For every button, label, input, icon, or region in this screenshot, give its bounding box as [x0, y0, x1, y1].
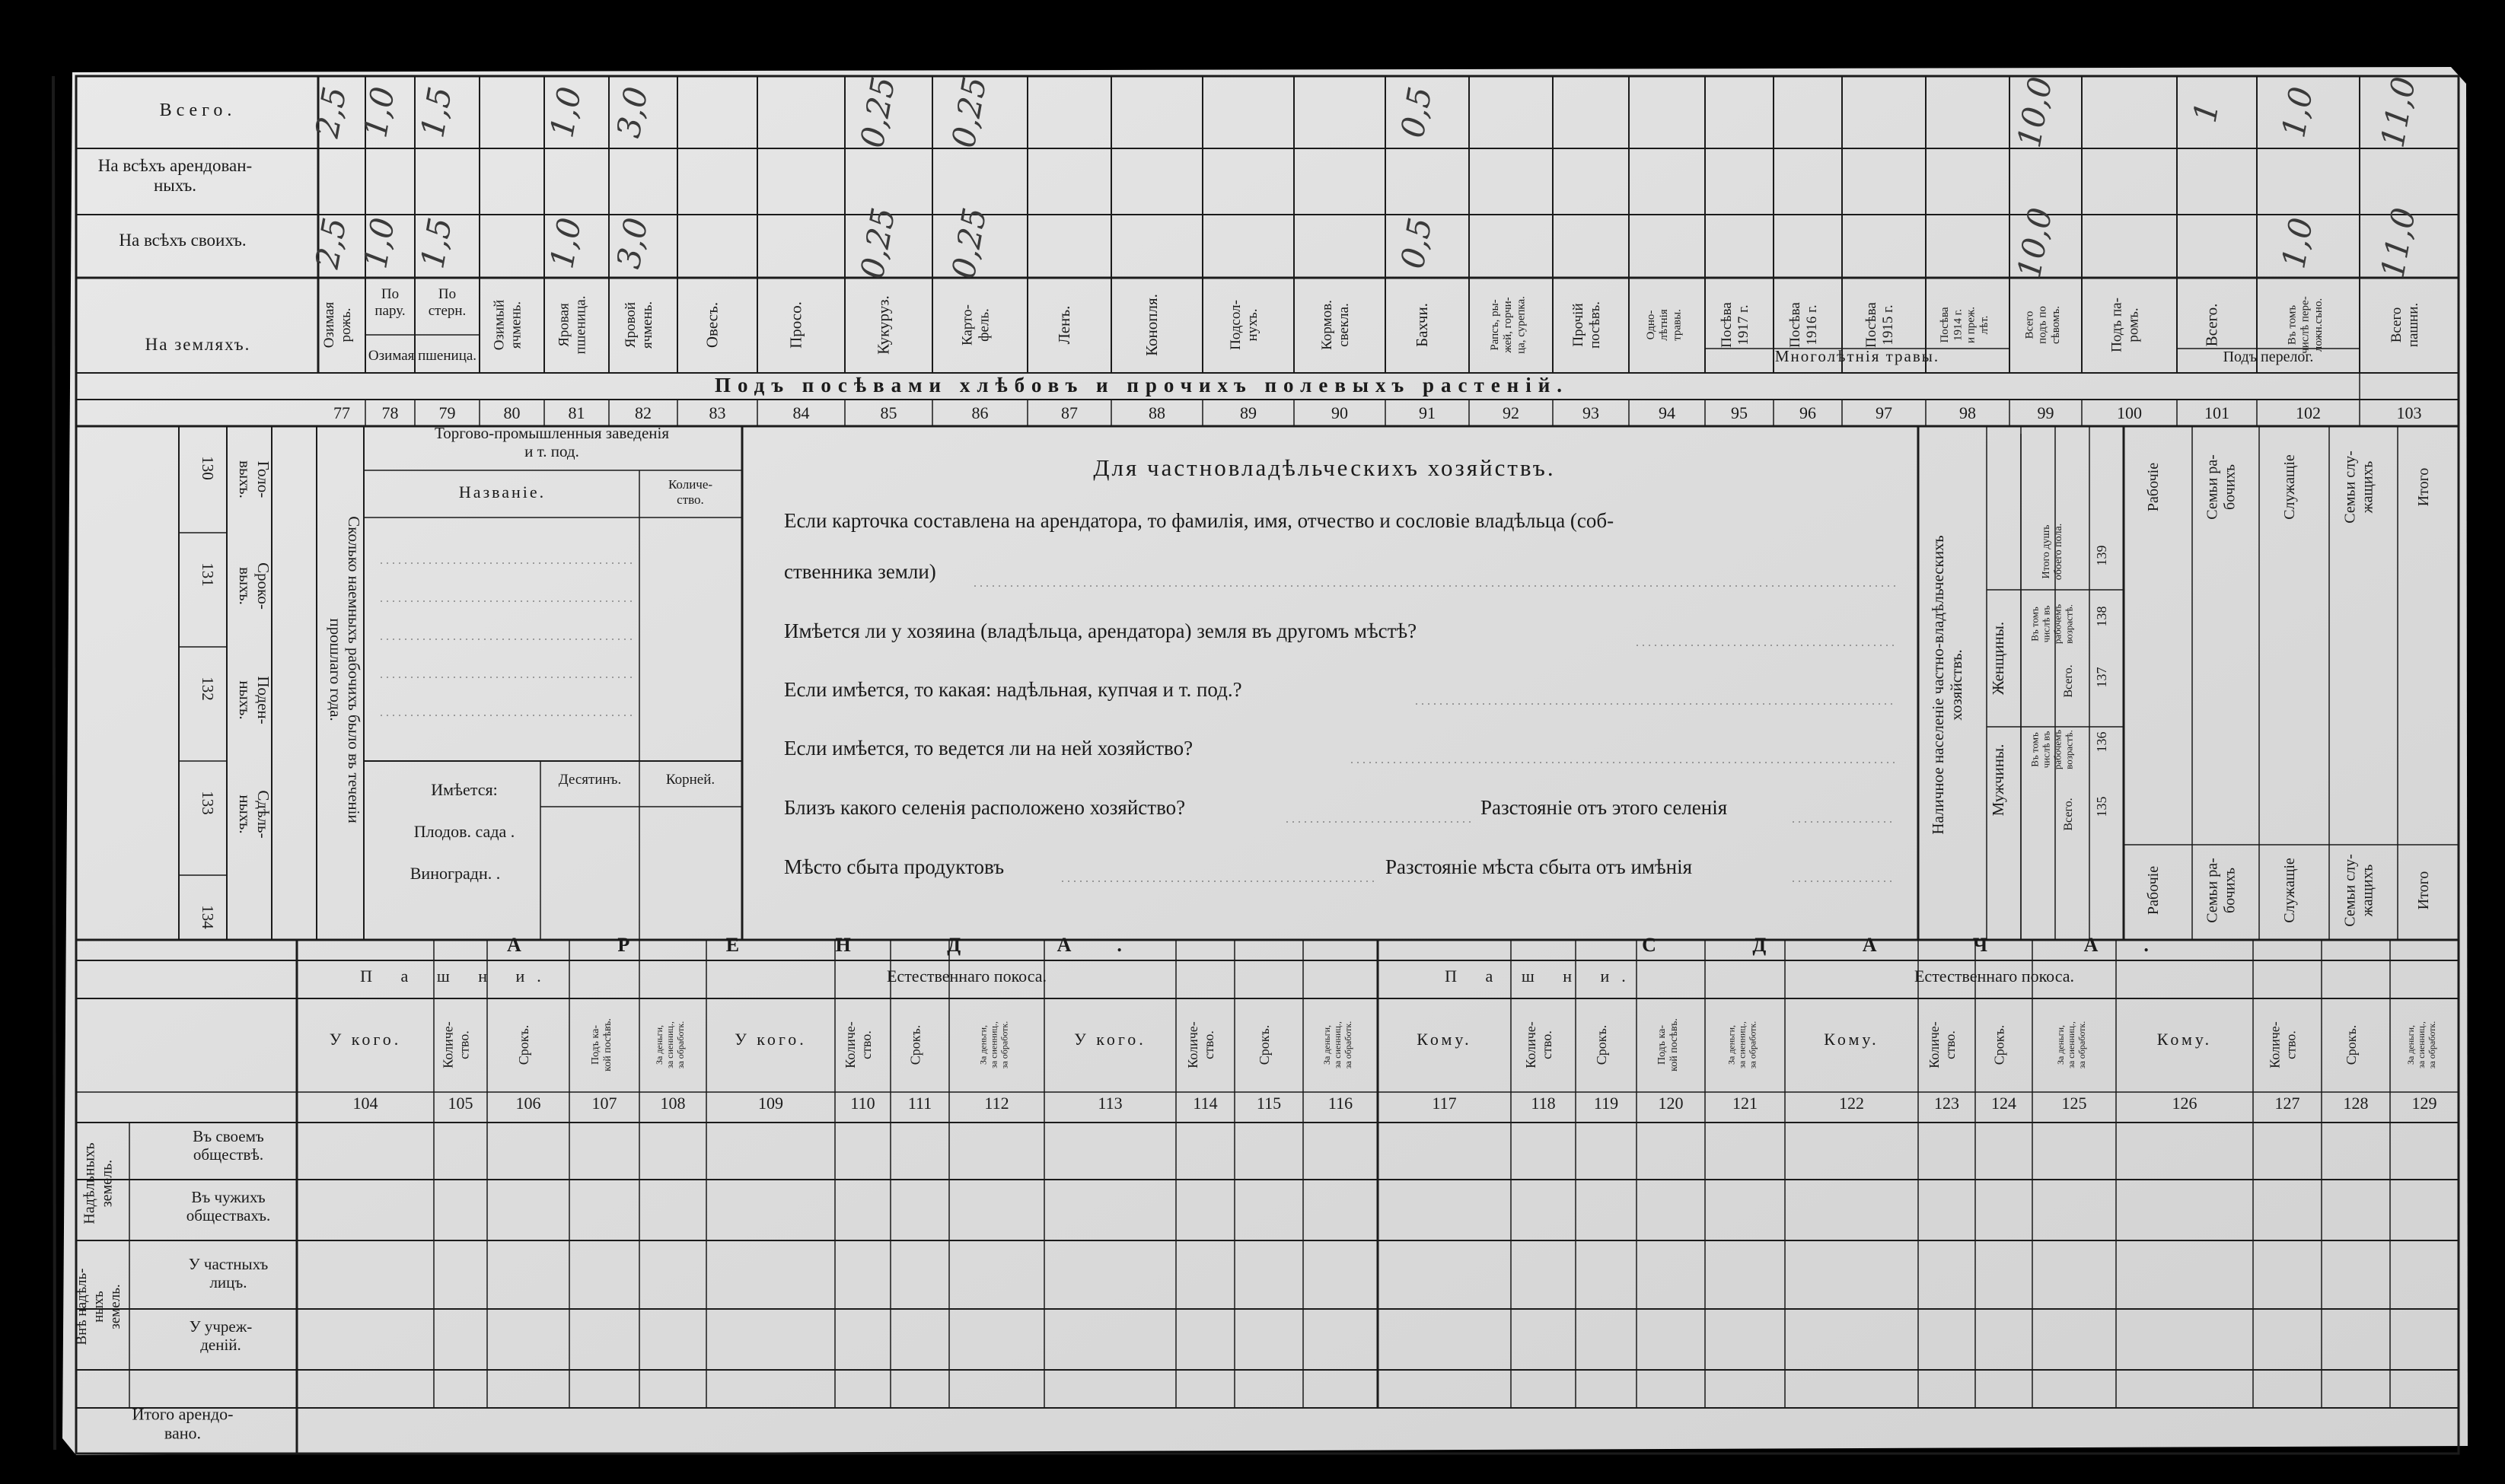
livestock-num-133: 133 [199, 791, 217, 815]
lease-num-107: 107 [591, 1094, 617, 1113]
crop-col-87: Ленъ. [1055, 305, 1073, 345]
lease-head-126: Кому. [2156, 1030, 2213, 1049]
private-q-owner-cont: ственника земли) [784, 560, 936, 583]
workers-top-3: Семьи слу-жащихъ [2341, 451, 2376, 524]
livestock-num-131: 131 [199, 562, 217, 587]
lease-num-108: 108 [660, 1094, 686, 1113]
crop-col-98: Посѣва1914 г.и преж.лѣт. [1939, 306, 1990, 344]
arenda-banner: А Р Е Н Д А. [507, 934, 1168, 956]
crop-colnum-99: 99 [2037, 403, 2054, 422]
handwritten-vsego: 0,25 [944, 74, 994, 151]
row-label-na-zemlyakh: На земляхъ. [145, 335, 251, 354]
crop-col-79: По стерн. [428, 286, 467, 319]
handwritten-vsego: 10,0 [2009, 74, 2060, 151]
lease-head-127: Количе-ство. [2267, 1021, 2299, 1068]
lease-num-119: 119 [1593, 1094, 1619, 1113]
private-q-owner: Если карточка составлена на арендатора, то фамилія, имя, отчество и сословіе владѣльца (соб- [784, 509, 1614, 532]
row-svoem-obshchestve: Въ своемъ обществѣ. [193, 1126, 264, 1164]
lease-head-121: За деньги,за сиенниц.,за обработк. [1726, 1021, 1758, 1069]
crop-col-96: Посѣва1916 г. [1787, 302, 1820, 348]
lease-head-114: Количе-ство. [1185, 1021, 1216, 1068]
crop-col-93: Прочійпосѣвъ. [1570, 301, 1603, 349]
row-label-arend: На всѣхъ арендован-ныхъ. [97, 155, 253, 196]
handwritten-svoi: 2,5 [308, 215, 354, 272]
crop-col-103: Всегопашни. [2389, 302, 2421, 348]
lease-num-111: 111 [907, 1094, 932, 1113]
lease-num-110: 110 [850, 1094, 875, 1113]
crop-colnum-85: 85 [880, 403, 897, 422]
lease-num-117: 117 [1432, 1094, 1457, 1113]
workers-bottom-3: Семьи слу-жащихъ [2341, 854, 2376, 927]
private-q-village-distance: Разстояніе отъ этого селенія [1480, 796, 1728, 819]
crop-colnum-83: 83 [709, 403, 726, 422]
pop-label-139: Итого душъобоего пола. [2040, 523, 2065, 581]
pop-label-135: Всего. [2062, 798, 2075, 831]
workers-top-0: Рабочіе [2145, 462, 2162, 512]
lease-head-110: Количе-ство. [843, 1021, 874, 1068]
lease-head-112: За деньги,за сиенниц.,за обработк. [977, 1021, 1010, 1069]
crop-col-89: Подсол-нухъ. [1228, 300, 1260, 350]
crop-col-84: Просо. [786, 301, 805, 349]
handwritten-svoi: 1,5 [413, 215, 460, 272]
lease-head-104: У кого. [329, 1030, 402, 1049]
lease-head-128: Срокъ. [2344, 1024, 2359, 1065]
crop-col-85: Кукуруз. [874, 295, 893, 355]
crop-col-99: Всегоподъ посѣвомъ. [2023, 306, 2062, 344]
handwritten-vsego: 1,0 [2274, 84, 2321, 141]
crop-colnum-93: 93 [1582, 403, 1599, 422]
crop-colnum-82: 82 [635, 403, 652, 422]
pop-num-135: 135 [2094, 796, 2109, 817]
livestock-label-133: Сдѣль-ныхъ. [235, 790, 273, 839]
lease-head-105: Количе-ство. [440, 1021, 472, 1068]
pop-label-137: Всего. [2062, 664, 2075, 698]
handwritten-svoi: 0,25 [944, 205, 994, 282]
row-uchrezhdenii: У учреж-деній. [189, 1317, 253, 1355]
handwritten-svoi: 10,0 [2009, 205, 2060, 282]
population-women: Женщины. [1989, 621, 2007, 696]
workers-bottom-1: Семьи ра-бочихъ [2204, 858, 2239, 923]
lease-head-129: За деньги,за сиенниц.,за обработк. [2405, 1021, 2437, 1069]
handwritten-svoi: 0,5 [1393, 215, 1439, 272]
crop-colnum-91: 91 [1419, 403, 1436, 422]
lease-num-123: 123 [1934, 1094, 1959, 1113]
row-label-vsego: Всего. [159, 100, 237, 120]
crop-colnum-89: 89 [1240, 403, 1257, 422]
pop-label-136: Въ томъчислѣ върабочемъвозрастѣ. [2029, 729, 2075, 770]
crop-col-82: Яровойячмень. [623, 301, 655, 349]
sdacha-banner: С Д А Ч А. [1642, 934, 2194, 956]
lease-head-122: Кому. [1824, 1030, 1879, 1049]
handwritten-vsego: 11,0 [2373, 74, 2423, 151]
handwritten-vsego: 1,0 [543, 84, 589, 141]
lease-num-128: 128 [2343, 1094, 2369, 1113]
crop-colnum-90: 90 [1331, 403, 1348, 422]
crop-col-100: Подъ па-ромъ. [2108, 298, 2142, 352]
pop-num-138: 138 [2094, 606, 2109, 627]
livestock-label-131: Сроко-выхъ. [235, 562, 273, 610]
handwritten-vsego: 1 [2185, 99, 2226, 126]
lease-num-127: 127 [2274, 1094, 2300, 1113]
lease-num-112: 112 [984, 1094, 1009, 1113]
crop-colnum-80: 80 [503, 403, 521, 422]
orchard-label: Плодов. сада . [413, 822, 515, 841]
crop-colnum-88: 88 [1149, 403, 1165, 422]
lease-num-113: 113 [1098, 1094, 1123, 1113]
crop-col-95: Посѣва1917 г. [1719, 302, 1751, 348]
livestock-label-132: Поден-ныхъ. [235, 676, 273, 724]
lease-head-108: За деньги,за сиенниц.,за обработк. [654, 1021, 686, 1069]
lease-num-116: 116 [1327, 1094, 1353, 1113]
crop-colnum-79: 79 [438, 403, 456, 422]
crop-colnum-97: 97 [1876, 403, 1892, 422]
lease-head-123: Количе-ство. [1927, 1021, 1958, 1068]
hired-workers-label: Сколько наемныхъ рабочихъ было въ теченіипрошлаго года. [326, 516, 364, 823]
handwritten-svoi: 3,0 [609, 215, 655, 272]
handwritten-svoi: 0,25 [853, 205, 903, 282]
crop-colnum-102: 102 [2296, 403, 2321, 422]
enterprises-name-header: Названіе. [458, 482, 547, 502]
handwritten-vsego: 1,5 [413, 84, 460, 141]
lease-head-116: За деньги,за сиенниц.,за обработк. [1321, 1021, 1353, 1069]
pashni-sdacha: П а ш н и. [1445, 967, 1638, 986]
row-chuzhikh-obshchestvakh: Въ чужихъ обществахъ. [186, 1187, 271, 1225]
row-chastnykh-lits: У частныхъ лицъ. [188, 1254, 269, 1292]
lease-num-121: 121 [1732, 1094, 1758, 1113]
lease-num-106: 106 [515, 1094, 541, 1113]
crop-col-91: Бахчи. [1413, 303, 1431, 347]
pashni-arenda: П а ш н и. [360, 967, 553, 986]
orchard-roots-header: Корней. [665, 772, 715, 788]
under-sowing-banner: Подъ посѣвами хлѣбовъ и прочихъ полевыхъ растеній. [714, 374, 1570, 396]
crop-colnum-100: 100 [2117, 403, 2142, 422]
lease-head-107: Подъ ка-кой посѣвъ. [589, 1018, 614, 1072]
private-q-market-distance: Разстояніе мѣста сбыта отъ имѣнія [1385, 855, 1693, 878]
row-label-svoi: На всѣхъ своихъ. [119, 231, 247, 250]
lease-head-109: У кого. [735, 1030, 807, 1049]
crop-col-97: Посѣва1915 г. [1863, 302, 1896, 348]
group-nadel: Надѣльныхъземель. [81, 1142, 116, 1224]
crop-col-88: Конопля. [1143, 294, 1161, 356]
livestock-num-132: 132 [199, 677, 217, 701]
has-label: Имѣется: [431, 780, 498, 799]
private-q-other-land: Имѣется ли у хозяина (владѣльца, арендатора) земля въ другомъ мѣстѣ? [784, 619, 1417, 642]
enterprises-title: Торгово-промышленныя заведенія и т. под. [435, 423, 669, 461]
crop-colnum-98: 98 [1959, 403, 1976, 422]
workers-bottom-4: Итого [2415, 871, 2432, 910]
row-itogo-arendovano: Итого арендо-вано. [132, 1404, 234, 1443]
lease-num-118: 118 [1531, 1094, 1556, 1113]
lease-head-113: У кого. [1074, 1030, 1146, 1049]
handwritten-vsego: 1,0 [356, 84, 403, 141]
lease-num-125: 125 [2061, 1094, 2087, 1113]
workers-top-1: Семьи ра-бочихъ [2204, 454, 2239, 520]
lease-head-125: За деньги,за сиенниц.,за обработк. [2055, 1021, 2087, 1069]
handwritten-vsego: 0,5 [1393, 84, 1439, 141]
private-q-land-type: Если имѣется, то какая: надѣльная, купчая и т. под.? [784, 678, 1242, 701]
crop-col-77: Озимаярожь. [321, 301, 354, 349]
lease-head-118: Количе-ство. [1523, 1021, 1554, 1068]
crop-colnum-77: 77 [333, 403, 350, 422]
crop-col-90: Кормов.свекла. [1319, 300, 1352, 350]
lease-num-109: 109 [758, 1094, 783, 1113]
vineyard-label: Виноградн. . [410, 864, 501, 883]
lease-num-115: 115 [1256, 1094, 1282, 1113]
workers-top-4: Итого [2415, 467, 2432, 507]
handwritten-svoi: 11,0 [2373, 205, 2423, 282]
lease-head-117: Кому. [1417, 1030, 1472, 1049]
lease-head-115: Срокъ. [1257, 1024, 1272, 1065]
handwritten-vsego: 2,5 [308, 84, 354, 141]
group-perelog: Подъ перелог. [2223, 349, 2314, 365]
crop-colnum-84: 84 [792, 403, 810, 422]
population-vertical-label: Наличное населеніе частно-владѣльческихъхозяйствъ. [1928, 535, 1966, 835]
orchard-des-header: Десятинъ. [558, 772, 622, 788]
lease-num-105: 105 [448, 1094, 473, 1113]
handwritten-svoi: 1,0 [356, 215, 403, 272]
group-ozimaya: Озимая пшеница. [368, 348, 477, 364]
crop-col-86: Карто-фель. [959, 304, 993, 346]
crop-col-83: Овесъ. [703, 301, 722, 349]
lease-head-124: Срокъ. [1991, 1024, 2007, 1065]
livestock-num-130: 130 [199, 456, 217, 480]
private-title: Для частновладѣльческихъ хозяйствъ. [1093, 454, 1556, 481]
handwritten-svoi: 1,0 [2274, 215, 2321, 272]
crop-colnum-87: 87 [1061, 403, 1078, 422]
crop-col-81: Яроваяпшеница. [556, 295, 589, 355]
handwritten-vsego: 0,25 [853, 74, 903, 151]
crop-col-102: Въ томъчислѣ пере-ложн.съно. [2286, 296, 2325, 354]
lease-num-129: 129 [2411, 1094, 2437, 1113]
private-q-nearby-village: Близъ какого селенія расположено хозяйство? [784, 796, 1186, 819]
lease-head-106: Срокъ. [516, 1024, 531, 1065]
pokos-arenda: Естественнаго покоса. [886, 967, 1047, 986]
handwritten-vsego: 3,0 [609, 84, 655, 141]
population-men: Мужчины. [1989, 744, 2007, 817]
crop-col-101: Всего. [2202, 303, 2221, 347]
crop-colnum-78: 78 [381, 403, 399, 422]
crop-colnum-103: 103 [2396, 403, 2422, 422]
pop-num-137: 137 [2094, 667, 2109, 688]
crop-colnum-92: 92 [1503, 403, 1519, 422]
workers-top-2: Служащіе [2281, 454, 2298, 520]
workers-bottom-2: Служащіе [2281, 858, 2298, 923]
crop-colnum-86: 86 [971, 403, 989, 422]
group-travy: Многолѣтнія травы. [1774, 347, 1940, 365]
pop-num-139: 139 [2094, 545, 2109, 566]
group-vne: Внѣ надѣль-ныхъземель. [74, 1268, 123, 1345]
crop-colnum-101: 101 [2204, 403, 2229, 422]
pokos-sdacha: Естественнаго покоса. [1914, 967, 2075, 986]
crop-col-94: Одно-лѣтніятравы. [1644, 309, 1684, 341]
lease-num-122: 122 [1839, 1094, 1864, 1113]
lease-num-126: 126 [2172, 1094, 2197, 1113]
lease-num-114: 114 [1193, 1094, 1218, 1113]
lease-num-124: 124 [1991, 1094, 2016, 1113]
lease-num-104: 104 [352, 1094, 378, 1113]
crop-col-80: Озимыйячмень. [491, 299, 524, 351]
crop-colnum-81: 81 [568, 403, 585, 422]
crop-col-78: По пару. [374, 286, 406, 319]
pop-num-136: 136 [2094, 731, 2109, 753]
livestock-num-134: 134 [199, 905, 217, 929]
enterprises-qty-header: Количе-ство. [668, 477, 713, 507]
lease-num-120: 120 [1658, 1094, 1684, 1113]
workers-bottom-0: Рабочіе [2145, 865, 2162, 916]
lease-head-111: Срокъ. [907, 1024, 923, 1065]
lease-head-119: Срокъ. [1594, 1024, 1609, 1065]
crop-col-92: Рапсъ, ры-жей, горчи-ца, сурепка. [1488, 296, 1528, 354]
crop-colnum-94: 94 [1659, 403, 1675, 422]
crop-colnum-95: 95 [1731, 403, 1748, 422]
livestock-label-130: Голо-выхъ. [235, 460, 273, 498]
private-q-market: Мѣсто сбыта продуктовъ [784, 855, 1005, 878]
handwritten-svoi: 1,0 [543, 215, 589, 272]
private-q-farmed: Если имѣется, то ведется ли на ней хозяйство? [784, 737, 1194, 760]
lease-head-120: Подъ ка-кой посѣвъ. [1656, 1018, 1681, 1072]
pop-label-138: Въ томъчислѣ върабочемъвозрастѣ. [2029, 603, 2075, 645]
crop-colnum-96: 96 [1799, 403, 1816, 422]
